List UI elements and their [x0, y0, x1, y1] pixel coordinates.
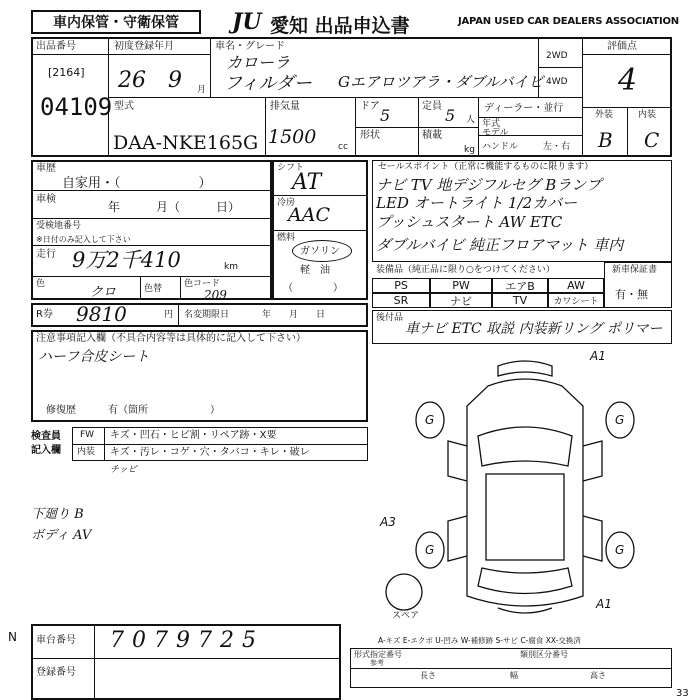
- car-grade: Gエアロツアラ・ダブルバイビ: [338, 73, 544, 91]
- storage-badge-text: 車内保管・守衛保管: [53, 15, 179, 31]
- length-label: 長さ: [420, 671, 436, 680]
- equip-leather: カワシート: [548, 293, 604, 308]
- model-value: DAA-NKE165G: [113, 132, 259, 154]
- car-body-outline: [467, 379, 583, 606]
- repair-close: ）: [210, 405, 220, 416]
- ju-logo: JU: [232, 9, 262, 35]
- equip-pw: PW: [430, 278, 492, 293]
- interior-label: 内装: [638, 110, 657, 120]
- equip-sr: SR: [372, 293, 430, 308]
- inspection-value: 年 月（ 日）: [108, 200, 241, 214]
- repair-label: 修復歴: [46, 405, 76, 416]
- fw-items: キズ・凹石・ヒビ割・リペア跡・X要: [110, 430, 277, 441]
- model-label: 型式: [114, 101, 134, 112]
- equip-navi: ナビ: [430, 293, 492, 308]
- car-diagram: [378, 346, 672, 636]
- lot-label: 出品番号: [36, 41, 76, 52]
- load-label: 積載: [422, 130, 442, 141]
- special-label-1: 形式指定番号: [354, 650, 402, 659]
- registration-month-unit: 月: [197, 85, 207, 95]
- special-label-2: 類別区分番号: [520, 650, 568, 659]
- notes-value: ハーフ合皮シート: [38, 349, 150, 365]
- dealer-label: ディーラー・並行: [484, 103, 564, 114]
- displacement-label: 排気量: [270, 101, 300, 112]
- association-name: JAPAN USED CAR DEALERS ASSOCIATION: [458, 16, 679, 27]
- height-label: 高さ: [590, 671, 606, 680]
- damage-a1-front: A1: [590, 349, 606, 363]
- usage-value: 自家用・（ ）: [62, 176, 212, 191]
- interior-grade: C: [644, 128, 660, 152]
- reg-number-label: 登録番号: [36, 667, 76, 678]
- doors-label: ドア: [360, 101, 380, 112]
- owner-change-date: 年 月 日: [262, 310, 326, 320]
- damage-legend: A-キズ E-エクボ U-凹み W-補修跡 S-サビ C-腐食 XX-交換済: [378, 636, 581, 645]
- new-car-cert-value: 有・無: [615, 288, 648, 301]
- aftermarket-value: 車ナビ ETC 取説 内装新リング ポリマー: [405, 321, 663, 337]
- score-value: 4: [618, 63, 638, 98]
- new-car-cert-label: 新車保証書: [612, 265, 658, 275]
- color-code-label: 色コード: [184, 279, 221, 289]
- inspection-label: 車検: [36, 194, 56, 205]
- car-name-2: フィルダー: [224, 73, 312, 94]
- fuel-diesel: 軽 油: [300, 265, 330, 276]
- lot-number: 04109: [40, 93, 113, 121]
- displacement-value: 1500: [268, 126, 317, 148]
- shift-value: AT: [292, 170, 322, 195]
- model-year-label: モデル: [482, 128, 509, 138]
- roof: [486, 474, 564, 560]
- rear-window: [478, 568, 572, 594]
- score-label: 評価点: [607, 41, 637, 52]
- windshield: [478, 427, 572, 466]
- recycle-value: 9810: [76, 302, 127, 326]
- handle-label: ハンドル: [482, 142, 519, 152]
- seats-unit: 人: [466, 115, 476, 125]
- chassis-label: 車台番号: [36, 635, 76, 646]
- drive-2wd: 2WD: [546, 51, 568, 61]
- storage-badge: [31, 10, 201, 34]
- ac-label: 冷房: [277, 198, 296, 208]
- wheel-label-fr: G: [615, 413, 625, 427]
- sales-point-3: プッシュスタート AW ETC: [376, 213, 563, 231]
- exterior-label: 外装: [595, 110, 614, 120]
- chassis-value: 7079725: [110, 628, 264, 653]
- color-code: 209: [204, 288, 227, 302]
- wheel-label-rr: G: [615, 543, 625, 557]
- wheel-label-fl: G: [425, 413, 435, 427]
- drive-4wd: 4WD: [546, 77, 568, 87]
- shift-label: シフト: [277, 163, 305, 173]
- exterior-grade: B: [598, 128, 613, 152]
- lot-sub-number: [2164]: [48, 66, 85, 79]
- fuel-other: （ ）: [283, 283, 343, 294]
- equip-aw: AW: [548, 278, 604, 293]
- sales-point-1: ナビ TV 地デジフルセグ Bランプ: [376, 176, 602, 194]
- owner-change-label: 名変期限日: [184, 310, 230, 320]
- mileage-unit: km: [224, 262, 238, 272]
- acceptance-label: 受検地番号: [36, 221, 82, 231]
- special-note-1: 参考: [370, 659, 384, 667]
- color-value: クロ: [90, 285, 117, 300]
- mileage-value: 9万2千410: [72, 248, 181, 272]
- year-label: 年式: [482, 119, 501, 129]
- displacement-unit: cc: [338, 142, 348, 152]
- wheel-label-rl: G: [425, 543, 435, 557]
- usage-label: 車歴: [36, 163, 56, 174]
- recycle-unit: 円: [164, 310, 174, 320]
- interior-check-label: 内装: [77, 447, 96, 457]
- ac-value: AAC: [288, 204, 330, 226]
- damage-a1-rear: A1: [596, 597, 612, 611]
- sales-point-2: LED オートライト 1/2カバー: [376, 194, 578, 212]
- acceptance-note: ※日付のみ記入して下さい: [36, 235, 131, 244]
- checker-line-2: ボディ AV: [31, 528, 92, 543]
- aftermarket-label: 後付品: [376, 313, 404, 323]
- equip-airbag: エアB: [492, 278, 548, 293]
- fw-note: チッピ: [110, 465, 137, 475]
- car-name: カローラ: [226, 53, 291, 72]
- mileage-label: 走行: [36, 249, 56, 260]
- handle-options: 左・右: [543, 142, 571, 152]
- width-label: 幅: [510, 671, 518, 680]
- shape-label: 形状: [360, 130, 380, 141]
- checker-label-1: 検査員: [31, 431, 61, 442]
- equipment-label: 装備品（純正品に限り○をつけてください）: [376, 265, 555, 275]
- load-unit: kg: [464, 145, 475, 155]
- page-number: 33: [676, 688, 689, 699]
- recycle-label: R券: [36, 309, 53, 320]
- doors-value: 5: [380, 106, 391, 125]
- trim-label: 色替: [144, 284, 163, 294]
- seats-value: 5: [445, 106, 456, 125]
- fuel-label: 燃料: [277, 233, 296, 243]
- sales-points-label: セールスポイント（正常に機能するものに限ります）: [378, 162, 594, 172]
- footer-mark: N: [8, 630, 17, 644]
- checker-label-2: 記入欄: [31, 445, 61, 456]
- equip-ps: PS: [372, 278, 430, 293]
- checker-line-1: 下廻り B: [31, 507, 84, 522]
- registration-month: 9: [168, 68, 182, 93]
- car-name-label: 車名・グレード: [215, 41, 285, 52]
- repair-value: 有（箇所: [108, 405, 148, 416]
- seats-label: 定員: [422, 101, 442, 112]
- interior-items: キズ・汚レ・コゲ・穴・タバコ・キレ・破レ: [110, 447, 310, 458]
- equip-tv: TV: [492, 293, 548, 308]
- fuel-gasoline: ガソリン: [300, 246, 340, 257]
- spare-label: スペア: [392, 611, 420, 621]
- notes-label: 注意事項記入欄（不具合内容等は具体的に記入して下さい）: [36, 333, 306, 344]
- registration-label: 初度登録年月: [114, 41, 174, 52]
- fw-label: FW: [80, 430, 95, 440]
- sales-point-4: ダブルバイビ 純正フロアマット 車内: [376, 236, 624, 254]
- registration-year: 26: [118, 68, 146, 93]
- damage-a3: A3: [380, 515, 396, 529]
- color-label: 色: [36, 279, 46, 289]
- form-title: 愛知 出品申込書: [270, 15, 410, 37]
